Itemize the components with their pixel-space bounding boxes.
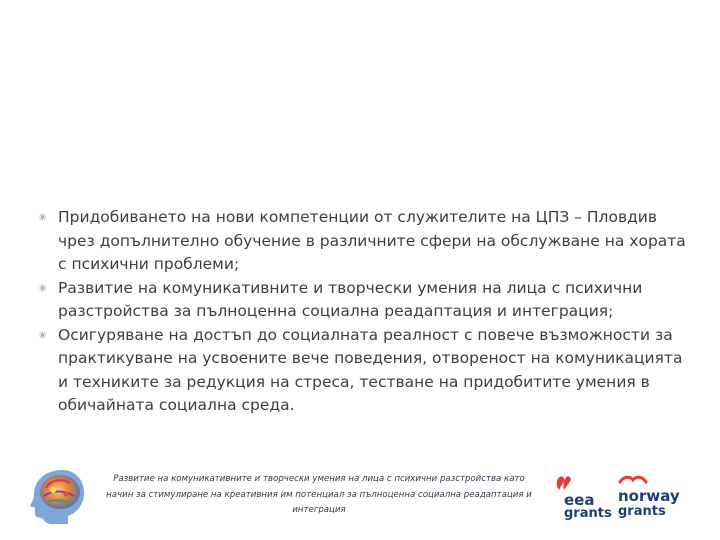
bullet-item <box>38 324 688 418</box>
norway-grants-logo <box>612 471 702 529</box>
eea-logo-grants: grants <box>564 506 612 521</box>
brain-head-logo-icon <box>22 466 94 526</box>
bullet-list <box>38 206 688 418</box>
asterisk-bullet-icon: ✳ <box>38 211 48 224</box>
norway-logo-grants: grants <box>618 504 666 519</box>
eea-logo-word: eea <box>564 491 595 509</box>
asterisk-bullet-icon: ✳ <box>38 328 48 342</box>
footer <box>0 458 720 540</box>
bullet-item <box>38 277 688 324</box>
asterisk-bullet-icon: ✳ <box>38 281 48 295</box>
eea-grants-logo <box>553 471 611 529</box>
bullet-text: Придобиването на нови компетенции от служителите на ЦПЗ – Пловдив чрез допълнително обучение в различните сфери на обслужване на хората с психични проблеми; <box>58 208 686 273</box>
bullet-text: Развитие на комуникативните и творчески умения на лица с психични разстройства за пълноценна социална реадаптация и интеграция; <box>58 278 643 320</box>
footer-caption: Развитие на комуникативните и творчески умения на лица с психични разстройства като начин за стимулиране на креативния им потенциал за пълноценна социална реадаптация и интеграция <box>106 474 532 515</box>
norway-logo-word: norway <box>618 487 680 505</box>
bullet-item <box>38 206 688 277</box>
bullet-text: Осигуряване на достъп до социалната реалност с повече възможности за практикуване на усвоените вече поведения, отвореност на комуникацията и техниките за редукция на стреса, тестване на придобитите умения в обичайната социална среда. <box>58 325 683 414</box>
